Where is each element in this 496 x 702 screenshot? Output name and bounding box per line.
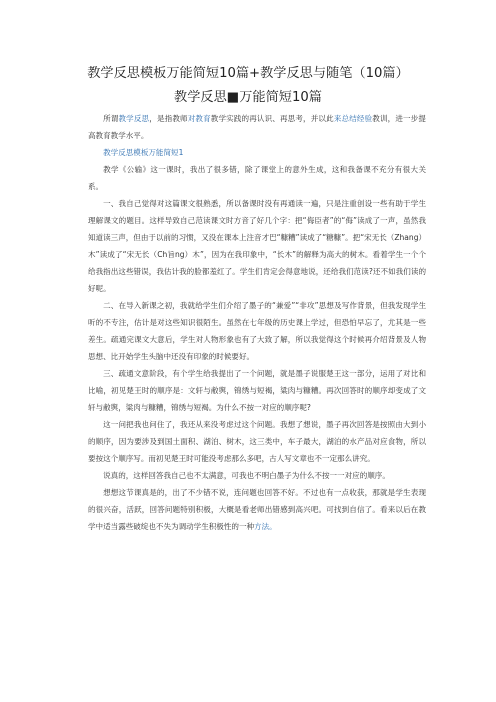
section-heading[interactable]: 教学反思模板万能简短1 (103, 148, 184, 157)
intro-text: 教训，进一步提高教育教学水平。 (88, 114, 426, 140)
body-paragraph: 教学《公输》这一课时，我出了很多错，除了课堂上的意外生成，这和我备课不充分有很大关系。 (88, 165, 426, 191)
link-education[interactable]: 对教育 (187, 114, 211, 123)
intro-text: 教学实践的再认识、再思考，并以此 (210, 114, 334, 123)
body-paragraph: 说真的，这样回答我自己也不太满意，可我也不明白墨子为什么不按一一对应的顺序。 (103, 471, 390, 480)
document-subtitle: 教学反思■万能简短10篇 (174, 90, 322, 105)
paragraph-text: 想想这节课真是的，出了不少错不说，连问题也回答不好。不过也有一点收获，那就是学生表现的很兴奋，活跃，回答问题特别积极，大概是看老师出错感到高兴吧。可找到自信了。看来以后在教学中适当露些破绽也不失为调动学生积极性的一种 (88, 488, 426, 531)
body-paragraph: 三、疏通文意阶段，有个学生给我提出了一个问题，就是墨子说服楚王这一部分，运用了对比和比喻，初见楚王时的顺序是：文轩与敝舆，锦绣与短褐，粱肉与糠糟。再次回答时的顺序却变成了文轩与敝舆，粱肉与糠糟，锦绣与短褐。为什么不按一对应的顺序呢? (88, 369, 426, 412)
intro-paragraph (88, 110, 426, 144)
link-summarize-experience[interactable]: 来总结经验 (333, 114, 373, 123)
body-paragraph (88, 484, 426, 535)
link-method[interactable]: 方法。 (254, 522, 277, 531)
intro-text: ，是指教师 (149, 114, 188, 123)
link-teaching-reflection[interactable]: 教学反思 (118, 114, 150, 123)
intro-text: 所谓 (103, 114, 119, 123)
document-body (88, 110, 426, 535)
body-paragraph: 一、我自己觉得对这篇课文很熟悉，所以备课时没有再通读一遍，只是注重创设一些有助于学生理解课文的题目。这样导致自己范读课文时方音了好几个字：把“侮臣者”的“侮”读成了一声，虽然我知道读三声，但由于以前的习惯，又没在课本上注音才巴“糠糟”读成了“糖糠”。把“宋无长（Zhang）木”读成了“宋无长（Ch旨ng）木”，因为在我印象中，“长木”的解释为高大的树木。看着学生一个个给我指出这些错误，我估计我的脸都羞红了。学生们肯定会得意地说，还给我们范读?还不如我们读的好呢。 (88, 199, 427, 293)
document-title: 教学反思模板万能简短10篇+教学反思与随笔（10篇） (87, 66, 409, 81)
body-paragraph: 二、在导入新课之初，我就给学生们介绍了墨子的“兼爱”“非攻”思想及写作背景，但我发现学生听的不专注，估计是对这些知识很陌生。虽然在七年级的历史课上学过，但恐怕早忘了，尤其是一些差生。疏通完课文大意后，学生对人物形象也有了大致了解，所以我觉得这个时候再介绍背景及人物思想、比开始学生头脑中还没有印象的时候要好。 (88, 301, 426, 361)
body-paragraph: 这一问把我也问住了，我还从来没考虑过这个问题。我想了想说，墨子再次回答是按照由大到小的顺序，因为要涉及到国土面积、湖泊、树木，这三类中，车子最大，湖泊的水产品对应食物，所以要按这个顺序写。而初见楚王时可能没考虑那么多吧，古人写文章也不一定那么讲究。 (88, 420, 426, 463)
